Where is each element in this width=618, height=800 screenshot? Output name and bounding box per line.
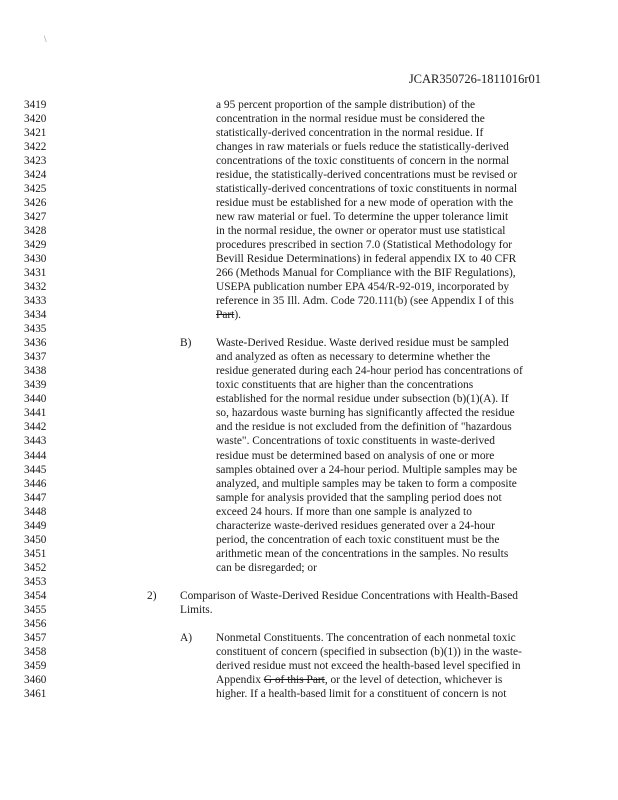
line-number: 3455 <box>24 603 47 616</box>
document-line <box>0 350 618 364</box>
text-segment: and analyzed as often as necessary to determine whether the <box>216 351 491 364</box>
line-number: 3450 <box>24 533 47 546</box>
line-number: 3460 <box>24 673 47 686</box>
document-line <box>0 378 618 392</box>
line-number: 3424 <box>24 169 47 182</box>
text-segment: constituent of concern (specified in subsection (b)(1)) in the waste- <box>216 645 522 658</box>
text-segment: Nonmetal Constituents. The concentration of each nonmetal toxic <box>216 631 516 644</box>
line-text <box>216 491 502 505</box>
line-number: 3442 <box>24 421 47 434</box>
line-number: 3434 <box>24 309 47 322</box>
text-segment: arithmetic mean of the concentrations in the samples. No results <box>216 547 509 560</box>
document-line <box>0 252 618 266</box>
document-line <box>0 392 618 406</box>
document-line <box>0 420 618 434</box>
line-number: 3446 <box>24 477 47 490</box>
line-number: 3456 <box>24 617 47 630</box>
line-text <box>216 406 515 420</box>
line-text <box>216 252 516 266</box>
line-number: 3422 <box>24 141 47 154</box>
line-text <box>216 350 490 364</box>
line-number: 3445 <box>24 463 47 476</box>
document-id: JCAR350726-1811016r01 <box>408 72 541 86</box>
line-number: 3448 <box>24 505 47 518</box>
document-line <box>0 617 618 631</box>
document-line <box>0 140 618 154</box>
text-segment: so, hazardous waste burning has significantly affected the residue <box>216 407 515 420</box>
text-segment: sample for analysis provided that the sampling period does not <box>216 491 502 504</box>
line-text <box>216 238 512 252</box>
text-segment: period, the concentration of each toxic constituent must be the <box>216 533 500 546</box>
document-line <box>0 336 618 350</box>
line-number: 3443 <box>24 435 47 448</box>
text-segment: new raw material or fuel. To determine the upper tolerance limit <box>216 211 509 224</box>
document-line <box>0 575 618 589</box>
line-number: 3439 <box>24 379 47 392</box>
document-line <box>0 294 618 308</box>
line-number: 3429 <box>24 239 47 252</box>
line-number: 3432 <box>24 281 47 294</box>
line-text <box>180 603 213 617</box>
document-line <box>0 519 618 533</box>
text-segment: Comparison of Waste-Derived Residue Concentrations with Health-Based <box>180 589 518 602</box>
stray-scan-mark: \ <box>44 34 47 44</box>
text-segment: statistically-derived concentrations of toxic constituents in normal <box>216 183 518 196</box>
document-line <box>0 280 618 294</box>
line-text <box>216 140 509 154</box>
line-text <box>216 477 517 491</box>
line-number: 3451 <box>24 547 47 560</box>
subsection-label: 2) <box>147 589 157 602</box>
document-line <box>0 266 618 280</box>
text-segment: samples obtained over a 24-hour period. Multiple samples may be <box>216 463 518 476</box>
line-number: 3436 <box>24 337 47 350</box>
document-line <box>0 603 618 617</box>
line-text <box>216 168 517 182</box>
line-number: 3454 <box>24 589 47 602</box>
document-line <box>0 491 618 505</box>
line-text <box>216 182 517 196</box>
text-segment: concentration in the normal residue must be considered the <box>216 113 485 126</box>
document-line <box>0 168 618 182</box>
document-line <box>0 406 618 420</box>
line-text <box>216 533 499 547</box>
line-number: 3435 <box>24 323 47 336</box>
line-number: 3457 <box>24 631 47 644</box>
line-text <box>216 308 241 322</box>
text-segment: USEPA publication number EPA 454/R-92-019, incorporated by <box>216 281 510 294</box>
document-line <box>0 210 618 224</box>
document-line <box>0 112 618 126</box>
text-segment: a 95 percent proportion of the sample distribution) of the <box>216 99 476 111</box>
line-number: 3452 <box>24 561 47 574</box>
document-line <box>0 434 618 448</box>
document-line <box>0 182 618 196</box>
line-number: 3449 <box>24 519 47 532</box>
text-segment: residue must be established for a new mode of operation with the <box>216 197 514 210</box>
text-segment: exceed 24 hours. If more than one sample is analyzed to <box>216 505 472 518</box>
document-line <box>0 533 618 547</box>
line-text <box>216 449 494 463</box>
document-line <box>0 463 618 477</box>
text-segment: 266 (Methods Manual for Compliance with the BIF Regulations), <box>216 267 516 280</box>
document-line <box>0 98 618 112</box>
document-line <box>0 449 618 463</box>
text-segment: concentrations of the toxic constituents of concern in the normal <box>216 155 510 168</box>
line-number: 3453 <box>24 575 47 588</box>
line-text <box>216 364 523 378</box>
text-segment: characterize waste-derived residues generated over a 24-hour <box>216 519 495 532</box>
line-text <box>180 589 518 603</box>
document-line <box>0 561 618 575</box>
document-line <box>0 659 618 673</box>
text-segment: in the normal residue, the owner or operator must use statistical <box>216 225 506 238</box>
line-number: 3420 <box>24 113 47 126</box>
document-line <box>0 126 618 140</box>
text-segment: Limits. <box>180 603 213 616</box>
document-line <box>0 224 618 238</box>
line-text <box>216 673 502 687</box>
text-segment: changes in raw materials or fuels reduce the statistically-derived <box>216 141 509 154</box>
document-line <box>0 645 618 659</box>
line-text <box>216 420 512 434</box>
line-text <box>216 98 475 112</box>
line-text <box>216 392 509 406</box>
text-segment: and the residue is not excluded from the definition of "hazardous <box>216 421 512 434</box>
line-text <box>216 645 522 659</box>
document-line <box>0 505 618 519</box>
document-line <box>0 154 618 168</box>
deleted-text: G of this Part <box>263 673 325 686</box>
line-text <box>216 659 521 673</box>
line-text <box>216 547 508 561</box>
line-number: 3447 <box>24 491 47 504</box>
text-segment: Bevill Residue Determinations) in federal appendix IX to 40 CFR <box>216 253 517 266</box>
text-segment: , or the level of detection, whichever is <box>324 673 503 686</box>
text-segment: procedures prescribed in section 7.0 (Statistical Methodology for <box>216 239 513 252</box>
line-number: 3423 <box>24 155 47 168</box>
line-number: 3426 <box>24 197 47 210</box>
text-segment: residue, the statistically-derived concentrations must be revised or <box>216 169 518 182</box>
document-line <box>0 631 618 645</box>
text-segment: derived residue must not exceed the health-based level specified in <box>216 659 521 672</box>
line-text <box>216 631 516 645</box>
line-text <box>216 519 495 533</box>
document-line <box>0 196 618 210</box>
text-segment: reference in 35 Ill. Adm. Code 720.111(b) (see Appendix I of this <box>216 295 514 308</box>
text-segment: toxic constituents that are higher than the concentrations <box>216 379 474 392</box>
text-segment: ). <box>234 309 242 322</box>
line-number: 3440 <box>24 393 47 406</box>
text-segment: residue generated during each 24-hour period has concentrations of <box>216 365 523 378</box>
line-text <box>216 434 495 448</box>
line-number: 3441 <box>24 407 47 420</box>
text-segment: higher. If a health-based limit for a constituent of concern is not <box>216 687 507 700</box>
line-text <box>216 224 505 238</box>
line-text <box>216 463 517 477</box>
line-text <box>216 561 317 575</box>
document-line <box>0 687 618 701</box>
line-number: 3458 <box>24 645 47 658</box>
text-segment: Appendix <box>216 673 264 686</box>
line-number: 3431 <box>24 267 47 280</box>
line-text <box>216 210 508 224</box>
document-line <box>0 547 618 561</box>
text-segment: analyzed, and multiple samples may be taken to form a composite <box>216 477 517 490</box>
line-text <box>216 112 485 126</box>
line-text <box>216 687 506 701</box>
text-segment: waste". Concentrations of toxic constituents in waste-derived <box>216 435 495 448</box>
line-text <box>216 154 509 168</box>
document-line <box>0 589 618 603</box>
line-number: 3433 <box>24 295 47 308</box>
document-line <box>0 673 618 687</box>
text-segment: residue must be determined based on analysis of one or more <box>216 449 495 462</box>
document-line <box>0 477 618 491</box>
text-segment: statistically-derived concentration in the normal residue. If <box>216 127 484 140</box>
line-number: 3428 <box>24 225 47 238</box>
document-line <box>0 364 618 378</box>
line-number: 3421 <box>24 127 47 140</box>
line-number: 3419 <box>24 99 47 111</box>
line-text <box>216 336 509 350</box>
text-segment: established for the normal residue under subsection (b)(1)(A). If <box>216 393 509 406</box>
line-number: 3444 <box>24 449 47 462</box>
line-text <box>216 196 513 210</box>
line-number: 3437 <box>24 351 47 364</box>
line-text <box>216 378 473 392</box>
text-segment: Waste-Derived Residue. Waste derived residue must be sampled <box>216 337 509 350</box>
line-text <box>216 505 472 519</box>
subsection-label: B) <box>180 337 192 350</box>
document-line <box>0 308 618 322</box>
deleted-text: Part <box>216 309 235 322</box>
line-text <box>216 266 516 280</box>
line-number: 3461 <box>24 687 47 700</box>
line-number: 3430 <box>24 253 47 266</box>
line-number: 3438 <box>24 365 47 378</box>
subsection-label: A) <box>180 631 193 644</box>
line-text <box>216 280 509 294</box>
line-number: 3427 <box>24 211 47 224</box>
document-line <box>0 322 618 336</box>
line-number: 3459 <box>24 659 47 672</box>
line-text <box>216 126 483 140</box>
line-number: 3425 <box>24 183 47 196</box>
text-segment: can be disregarded; or <box>216 561 317 574</box>
document-line <box>0 238 618 252</box>
line-text <box>216 294 514 308</box>
